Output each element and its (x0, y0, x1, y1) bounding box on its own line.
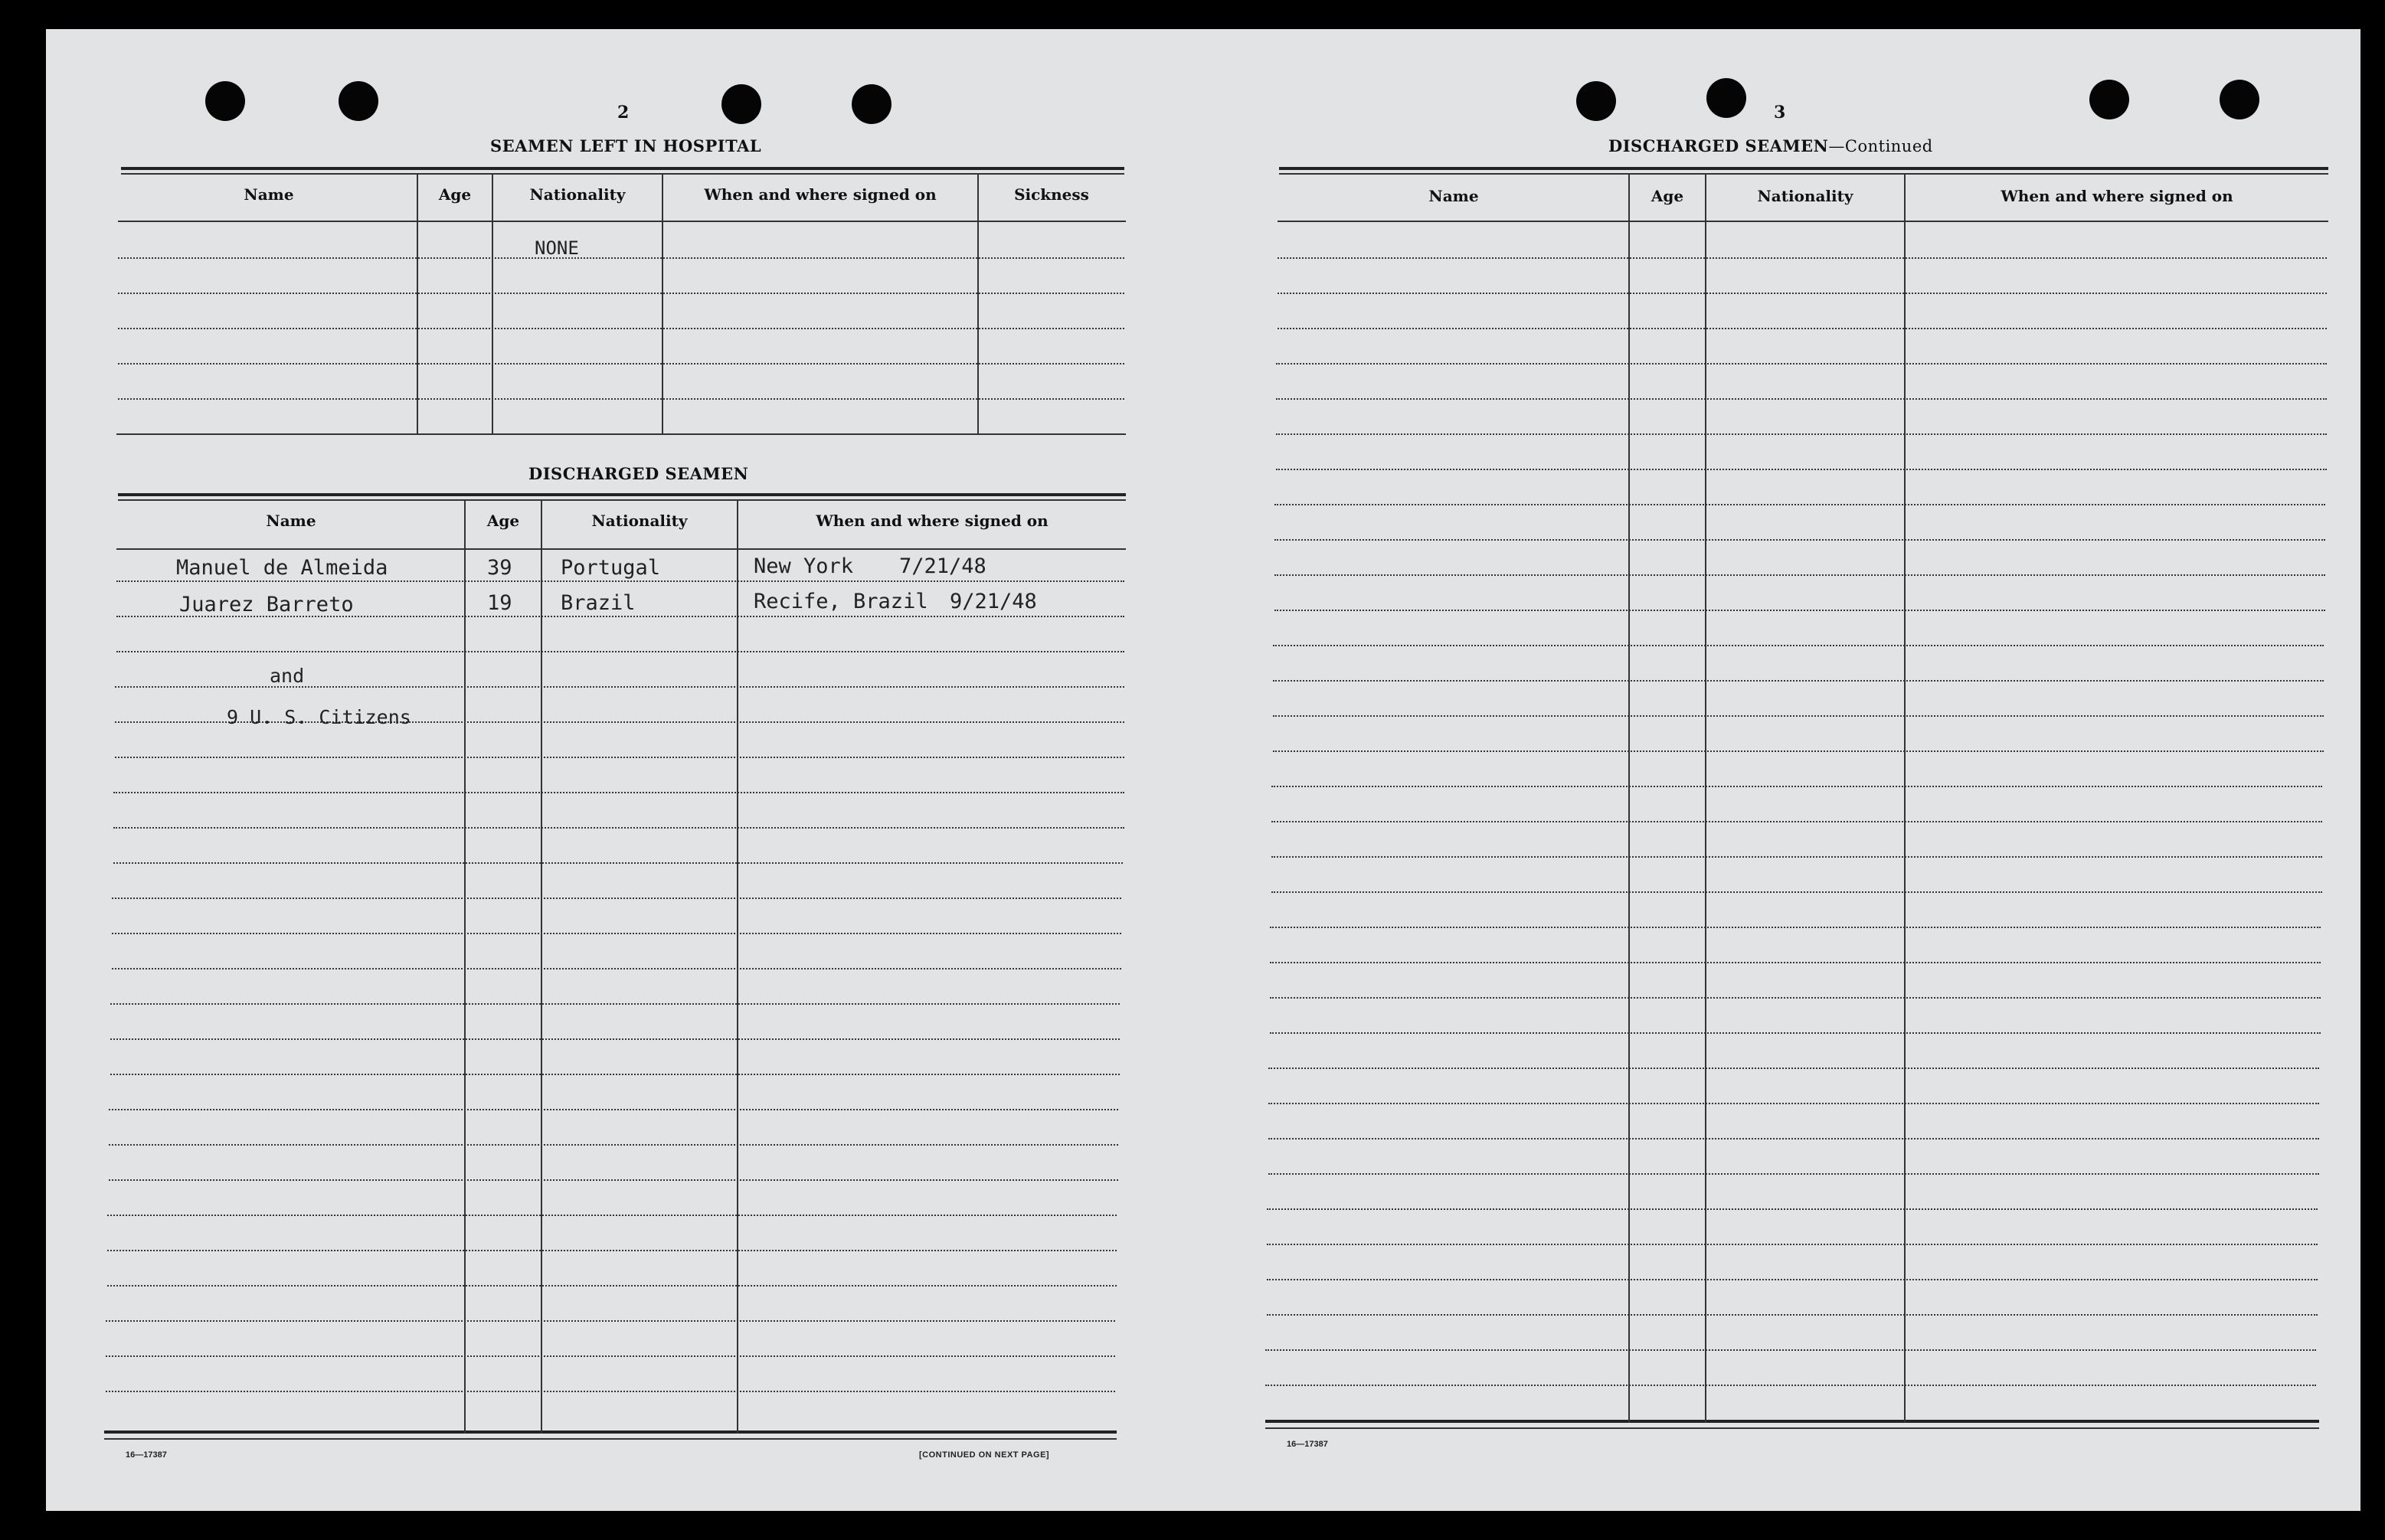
seaman-age: 39 (487, 556, 512, 580)
seaman-name: Juarez Barreto (179, 593, 354, 616)
note-us-citizens: 9 U. S. Citizens (227, 706, 411, 728)
punch-hole (2220, 80, 2259, 119)
discharged-continued-title (1608, 136, 1933, 155)
punch-hole (852, 84, 892, 124)
col-name: Name (244, 185, 294, 204)
discharged-section-title: DISCHARGED SEAMEN (528, 464, 749, 483)
discharged-continued-title-main: DISCHARGED SEAMEN (1608, 136, 1829, 155)
punch-hole (1706, 78, 1746, 118)
document-sheet (46, 29, 2360, 1511)
col-nationality: Nationality (1757, 187, 1853, 205)
page-number-left: 2 (617, 103, 630, 123)
col-signed-on: When and where signed on (816, 512, 1049, 530)
punch-hole (339, 81, 378, 121)
form-number-left: 16—17387 (126, 1450, 167, 1460)
col-age: Age (1651, 187, 1684, 205)
seaman-age: 19 (487, 591, 512, 615)
col-age: Age (486, 512, 520, 530)
seaman-signed-date: 7/21/48 (899, 554, 986, 578)
seaman-signed-date: 9/21/48 (950, 590, 1037, 613)
punch-hole (1576, 81, 1616, 121)
form-number-right: 16—17387 (1287, 1440, 1328, 1449)
col-signed-on: When and where signed on (704, 185, 937, 204)
continued-suffix: —Continued (1828, 137, 1933, 155)
punch-hole (2089, 80, 2129, 119)
col-name: Name (1428, 187, 1479, 205)
seaman-signed-place: Recife, Brazil (754, 590, 928, 613)
col-age: Age (438, 185, 472, 204)
col-nationality: Nationality (591, 512, 688, 530)
seaman-signed-place: New York (754, 554, 854, 578)
seaman-nationality: Brazil (561, 591, 636, 615)
punch-hole (205, 81, 245, 121)
col-nationality: Nationality (529, 185, 626, 204)
col-signed-on: When and where signed on (2001, 187, 2233, 205)
page-number-right: 3 (1774, 103, 1786, 123)
seaman-nationality: Portugal (561, 556, 661, 580)
hospital-section-title: SEAMEN LEFT IN HOSPITAL (490, 136, 762, 155)
continued-note: [CONTINUED ON NEXT PAGE] (919, 1450, 1050, 1460)
hospital-none-entry: NONE (535, 237, 579, 259)
col-name: Name (266, 512, 316, 530)
punch-hole (721, 84, 761, 124)
col-sickness: Sickness (1014, 185, 1089, 204)
seaman-name: Manuel de Almeida (176, 556, 388, 580)
note-and: and (270, 665, 305, 687)
